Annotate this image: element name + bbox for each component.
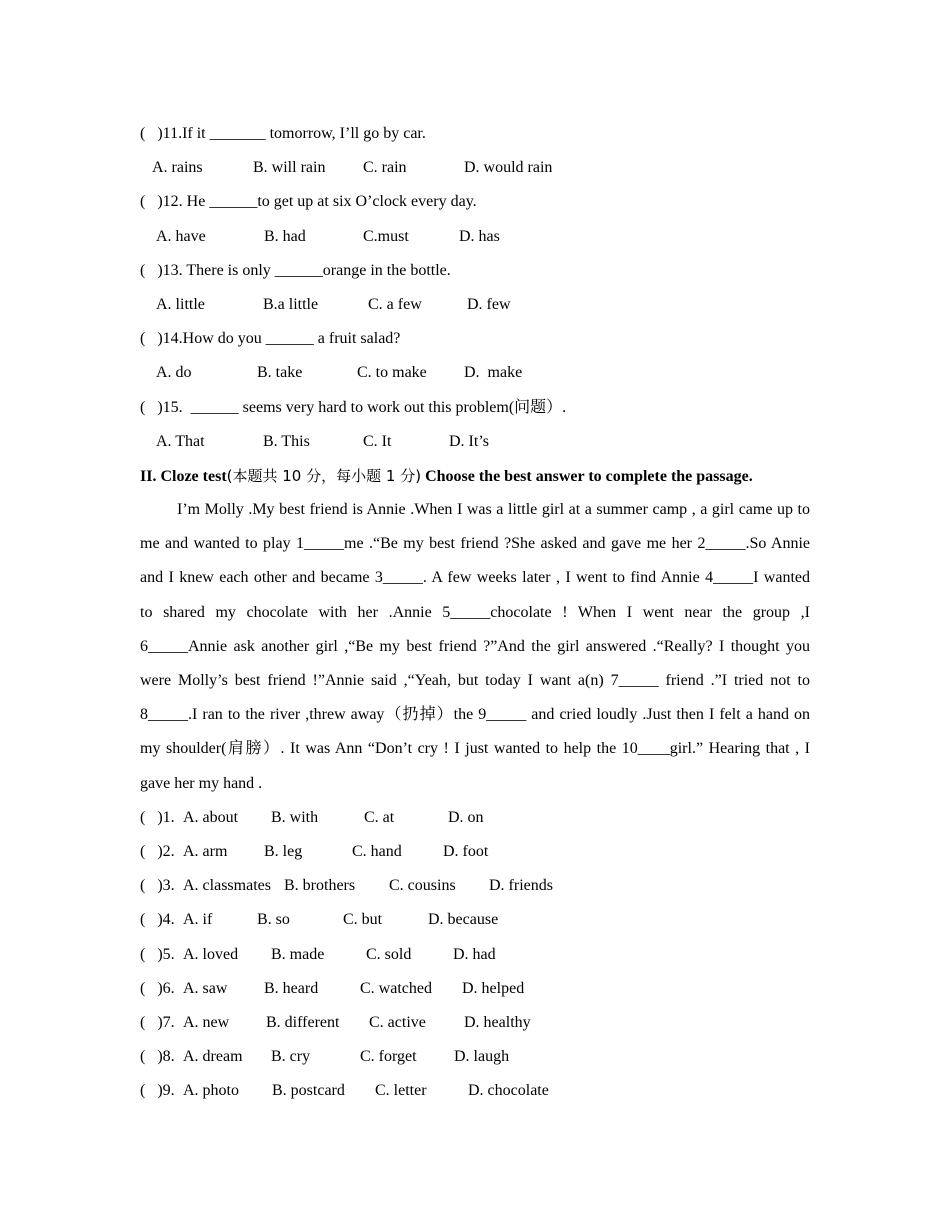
section-title: II. Cloze test: [140, 467, 227, 485]
question-15-stem: [140, 391, 810, 425]
option-d: D. on: [448, 808, 484, 826]
option-b: B. made: [271, 945, 325, 963]
passage-line: I’m Molly .My best friend is Annie .When I was a little girl at a summer camp , a girl came up to: [177, 501, 810, 519]
option-b: B. cry: [271, 1048, 311, 1066]
question-12-stem: [140, 185, 810, 219]
option-d: D. because: [428, 911, 499, 929]
cloze-question-5: [140, 938, 810, 972]
option-d: D. helped: [462, 979, 525, 997]
question-stem: ( )13. There is only ______orange in the bottle.: [140, 261, 451, 279]
question-stem: ( )11.If it _______ tomorrow, I’ll go by car.: [140, 125, 426, 142]
option-c: C.must: [363, 227, 409, 245]
option-c: C. letter: [375, 1082, 427, 1100]
option-b: B. will rain: [253, 159, 326, 177]
option-a: A. loved: [183, 945, 239, 963]
option-a: A. classmates: [183, 877, 271, 895]
option-a: A. new: [183, 1013, 230, 1031]
option-a: A. little: [156, 295, 205, 313]
cloze-number: ( )3.: [140, 877, 175, 895]
option-d: D. would rain: [464, 159, 553, 177]
passage-line: were Molly’s best friend !”Annie said ,“Yeah, but today I want a(n) 7_____ friend .”I tried not to: [140, 672, 810, 689]
option-b: B. so: [257, 911, 290, 929]
cloze-question-3: [140, 869, 810, 903]
option-d: D. laugh: [454, 1048, 510, 1066]
option-d: D. friends: [489, 877, 553, 895]
option-d: D. healthy: [464, 1013, 531, 1031]
option-b: B. leg: [264, 842, 303, 860]
question-stem: ( )12. He ______to get up at six O’clock every day.: [140, 193, 477, 211]
cloze-number: ( )5.: [140, 945, 175, 963]
option-a: A. saw: [183, 979, 228, 997]
cloze-question-2: [140, 835, 810, 869]
option-b: B. brothers: [284, 877, 356, 895]
exam-content: [140, 117, 810, 1108]
option-d: D. It’s: [449, 432, 489, 450]
question-14-options: [140, 356, 810, 390]
passage-line: 8_____.I ran to the river ,threw away（扔掉）the 9_____ and cried loudly .Just then I felt a hand on: [140, 706, 810, 724]
option-a: A. That: [156, 432, 205, 450]
question-13-options: [140, 288, 810, 322]
option-b: B. with: [271, 808, 319, 826]
question-15-options: [140, 425, 810, 459]
cloze-passage: [140, 493, 810, 801]
cloze-question-9: [140, 1074, 810, 1108]
option-c: C. sold: [366, 945, 412, 963]
option-c: C. rain: [363, 159, 407, 177]
question-stem: ( )15. ______ seems very hard to work out this problem(问题）.: [140, 398, 567, 416]
option-b: B. different: [266, 1013, 340, 1031]
option-b: B. take: [257, 364, 303, 382]
option-a: A. if: [183, 911, 213, 929]
option-d: D. make: [464, 364, 523, 382]
question-14-stem: [140, 322, 810, 356]
passage-line: gave her my hand .: [140, 774, 263, 792]
option-a: A. dream: [183, 1048, 243, 1066]
section-points: (本题共 10 分，每小题 1 分): [226, 466, 422, 485]
cloze-question-6: [140, 972, 810, 1006]
option-d: D. foot: [443, 842, 489, 860]
option-d: D. few: [467, 295, 511, 313]
question-12-options: [140, 220, 810, 254]
option-c: C. watched: [360, 979, 432, 997]
option-b: B. This: [263, 432, 310, 450]
question-11-stem: [140, 117, 810, 151]
option-a: A. rains: [152, 159, 203, 177]
option-d: D. had: [453, 945, 496, 963]
cloze-question-4: [140, 903, 810, 937]
option-c: C. but: [343, 911, 383, 929]
passage-line: and I knew each other and became 3_____. A few weeks later , I went to find Annie 4_____I wanted: [140, 569, 810, 587]
question-11-options: [140, 151, 810, 185]
cloze-number: ( )7.: [140, 1013, 175, 1031]
option-d: D. has: [459, 227, 500, 245]
cloze-number: ( )2.: [140, 842, 175, 860]
option-c: C. at: [364, 808, 395, 826]
question-13-stem: [140, 254, 810, 288]
option-c: C. It: [363, 432, 392, 450]
cloze-question-8: [140, 1040, 810, 1074]
option-c: C. cousins: [389, 877, 456, 895]
passage-line: my shoulder(肩膀）. It was Ann “Don’t cry ! I just wanted to help the 10____girl.” Hearing that , I: [140, 740, 810, 758]
section-instruction: Choose the best answer to complete the passage.: [421, 467, 753, 485]
cloze-question-7: [140, 1006, 810, 1040]
option-c: C. active: [369, 1013, 426, 1031]
option-b: B. had: [264, 227, 306, 245]
option-a: A. about: [183, 808, 239, 826]
passage-line: to shared my chocolate with her .Annie 5_____chocolate ! When I went near the group ,I: [140, 603, 810, 621]
cloze-number: ( )6.: [140, 979, 175, 997]
option-a: A. do: [156, 364, 192, 382]
cloze-number: ( )4.: [140, 911, 175, 929]
option-a: A. arm: [183, 842, 228, 860]
option-c: C. a few: [368, 295, 422, 313]
option-a: A. photo: [183, 1082, 239, 1100]
option-c: C. to make: [357, 364, 427, 382]
question-stem: ( )14.How do you ______ a fruit salad?: [140, 330, 401, 348]
passage-line: 6_____Annie ask another girl ,“Be my best friend ?”And the girl answered .“Really? I thought you: [140, 637, 810, 655]
option-a: A. have: [156, 227, 206, 245]
option-c: C. forget: [360, 1048, 417, 1066]
passage-line: me and wanted to play 1_____me .“Be my best friend ?She asked and gave me her 2_____.So Annie: [140, 535, 810, 553]
cloze-number: ( )8.: [140, 1048, 175, 1066]
option-b: B.a little: [263, 295, 319, 313]
cloze-question-1: [140, 801, 810, 835]
option-c: C. hand: [352, 842, 402, 860]
cloze-number: ( )1.: [140, 808, 175, 826]
option-d: D. chocolate: [468, 1082, 549, 1100]
option-b: B. postcard: [272, 1082, 345, 1100]
cloze-number: ( )9.: [140, 1082, 175, 1100]
option-b: B. heard: [264, 979, 319, 997]
section-heading: [140, 459, 810, 493]
